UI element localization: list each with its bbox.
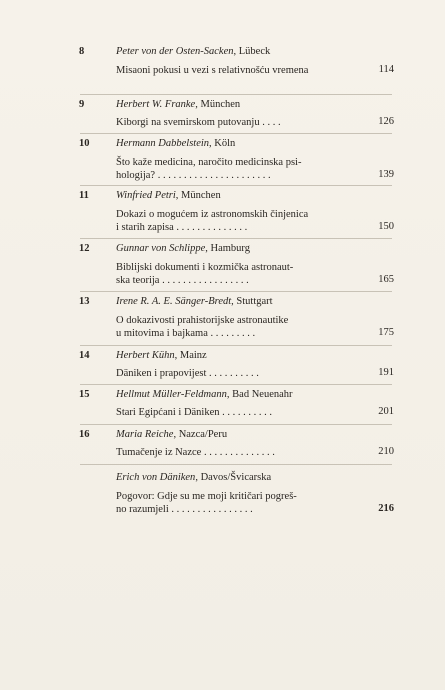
chapter-title <box>116 367 366 380</box>
chapter-number: 13 <box>79 296 90 307</box>
chapter-number: 9 <box>79 99 85 110</box>
chapter-author <box>116 389 392 400</box>
chapter-author <box>116 99 392 110</box>
page-number: 126 <box>378 116 394 127</box>
author-name: Herbert Kühn <box>116 350 175 361</box>
page-number: 150 <box>378 221 394 232</box>
chapter-title <box>116 490 366 516</box>
title-line: Biblijski dokumenti i kozmička astronaut- <box>116 262 294 273</box>
title-line: Tumačenje iz Nazce . . . . . . . . . . . . . . <box>116 447 275 458</box>
title-line: no razumjeli . . . . . . . . . . . . . . . . <box>116 504 253 515</box>
page-number: 175 <box>378 327 394 338</box>
chapter-author <box>116 243 392 254</box>
title-line: Pogovor: Gdje su me moji kritičari pogreš- <box>116 491 297 502</box>
chapter-title <box>116 314 366 340</box>
page-number: 114 <box>378 64 394 75</box>
author-place: , Bad Neuenahr <box>226 389 293 400</box>
toc-entry <box>80 186 392 239</box>
page-number: 210 <box>378 446 394 457</box>
author-place: , Hamburg <box>205 243 250 254</box>
title-line: i starih zapisa . . . . . . . . . . . . . . <box>116 222 248 233</box>
author-name: Erich von Däniken <box>116 472 196 483</box>
author-place: , Stuttgart <box>231 296 273 307</box>
author-name: Gunnar von Schlippe <box>116 243 206 254</box>
author-place: , München <box>195 99 241 110</box>
author-place: , Lübeck <box>233 46 271 57</box>
title-line: Dokazi o mogućem iz astronomskih činjenica <box>116 209 309 220</box>
author-place: , Köln <box>209 138 236 149</box>
title-line: Misaoni pokusi u vezi s relativnošću vremena <box>116 65 309 76</box>
chapter-author <box>116 429 392 440</box>
chapter-number: 10 <box>79 138 90 149</box>
author-place: , München <box>175 190 221 201</box>
title-line: ska teorija . . . . . . . . . . . . . . . . . <box>116 275 249 286</box>
author-name: Herbert W. Franke <box>116 99 196 110</box>
chapter-number: 15 <box>79 389 90 400</box>
page-number: 191 <box>378 367 394 378</box>
chapter-title <box>116 208 366 234</box>
toc-entry <box>80 134 392 186</box>
title-line: O dokazivosti prahistorijske astronautike <box>116 315 289 326</box>
title-line: Što kaže medicina, naročito medicinska psi- <box>116 157 302 168</box>
toc-entry <box>80 42 392 95</box>
chapter-author <box>116 296 392 307</box>
author-place: , Mainz <box>174 350 207 361</box>
chapter-number: 16 <box>79 429 90 440</box>
chapter-title <box>116 406 366 419</box>
author-name: Peter von der Osten-Sacken <box>116 46 234 57</box>
chapter-author <box>116 472 392 483</box>
author-place: , Davos/Švicarska <box>195 472 272 483</box>
chapter-number: 12 <box>79 243 90 254</box>
chapter-author <box>116 138 392 149</box>
chapter-author <box>116 46 392 57</box>
page-number: 139 <box>378 169 394 180</box>
toc-entry <box>80 95 392 134</box>
chapter-title <box>116 446 366 459</box>
page-number: 201 <box>378 406 394 417</box>
toc-entry <box>80 239 392 292</box>
page-number: 165 <box>378 274 394 285</box>
title-line: Stari Egipćani i Däniken . . . . . . . . . . <box>116 407 273 418</box>
author-name: Winfried Petri <box>116 190 176 201</box>
title-line: Kiborgi na svemirskom putovanju . . . . <box>116 117 281 128</box>
table-of-contents <box>80 42 392 521</box>
chapter-author <box>116 350 392 361</box>
title-line: u mitovima i bajkama . . . . . . . . . <box>116 328 256 339</box>
toc-entry <box>80 292 392 346</box>
chapter-number: 11 <box>79 190 89 201</box>
chapter-number: 8 <box>79 46 85 57</box>
title-line: hologija? . . . . . . . . . . . . . . . . . . . . . . <box>116 170 271 181</box>
author-name: Irene R. A. E. Sänger-Bredt <box>116 296 232 307</box>
chapter-title <box>116 156 366 182</box>
chapter-author <box>116 190 392 201</box>
author-name: Hellmut Müller-Feldmann <box>116 389 227 400</box>
title-line: Däniken i prapovijest . . . . . . . . . . <box>116 368 259 379</box>
chapter-number: 14 <box>79 350 90 361</box>
chapter-title <box>116 64 366 77</box>
author-name: Maria Reiche <box>116 429 174 440</box>
toc-entry <box>80 385 392 425</box>
toc-entry <box>80 425 392 465</box>
author-name: Hermann Dabbelstein <box>116 138 210 149</box>
toc-entry <box>80 346 392 385</box>
chapter-title <box>116 261 366 287</box>
toc-entry <box>80 465 392 521</box>
chapter-title <box>116 116 366 129</box>
author-place: , Nazca/Peru <box>173 429 228 440</box>
page-number: 216 <box>378 503 394 514</box>
